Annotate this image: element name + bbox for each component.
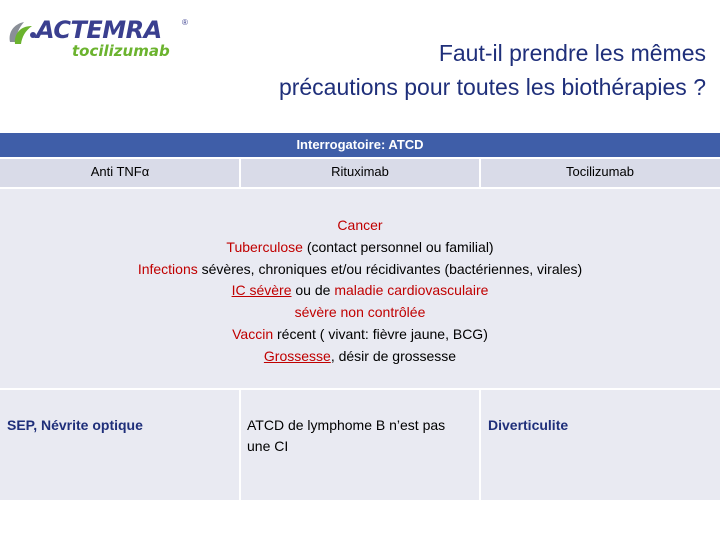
infections-detail: sévères, chroniques et/ou récidivantes (bactériennes, virales) [197,260,583,277]
line-infections [0,259,720,281]
ou-de: ou de [291,282,335,299]
term-tuberculose: Tuberculose [226,238,303,255]
table-header: Interrogatoire: ATCD [0,133,720,157]
tocilizumab-cell [480,389,720,500]
table-divider [0,187,720,189]
logo-generic-name: tocilizumab [72,42,170,60]
line-severe-non-controlee [0,302,720,324]
line-vaccin [0,324,720,346]
logo-brand-text: ACTEMRA [36,16,162,44]
term-severe-non-controlee: sévère non contrôlée [294,304,426,321]
vaccin-detail: récent ( vivant: fièvre jaune, BCG) [273,325,488,342]
line-ic-severe [0,280,720,302]
grossesse-detail: , désir de grossesse [330,347,457,364]
column-head-tocilizumab: Tocilizumab [480,157,720,187]
table-divider [0,388,720,390]
logo-registered-mark: ® [182,18,188,27]
column-divider [239,389,241,500]
term-grossesse: Grossesse [263,347,331,364]
column-head-anti-tnf: Anti TNFα [0,157,240,187]
term-cancer: Cancer [337,217,383,233]
term-infections: Infections [137,260,198,277]
rituximab-specific: ATCD de lymphome B n’est pas une CI [247,417,446,454]
anti-tnf-cell [0,389,240,500]
anti-tnf-specific: SEP, Névrite optique [7,417,143,433]
tuberculose-detail: (contact personnel ou familial) [302,238,494,255]
title-line-2: précautions pour toutes les biothérapies ? [278,74,706,100]
column-head-rituximab: Rituximab [240,157,480,187]
table-divider [0,157,720,159]
line-tuberculose [0,237,720,259]
leaf-swoosh-icon [6,16,36,48]
line-grossesse [0,346,720,368]
term-maladie-cardiovasculaire: maladie cardiovasculaire [334,282,489,299]
term-vaccin: Vaccin [232,325,274,342]
line-cancer [0,215,720,237]
atcd-table [0,133,720,500]
column-divider [239,157,241,187]
term-ic-severe: IC sévère [231,282,292,299]
common-contraindications-list [0,215,720,368]
column-divider [479,389,481,500]
page-title [106,36,706,104]
title-line-1: Faut-il prendre les mêmes [438,40,706,66]
column-divider [479,157,481,187]
tocilizumab-specific: Diverticulite [488,417,569,433]
